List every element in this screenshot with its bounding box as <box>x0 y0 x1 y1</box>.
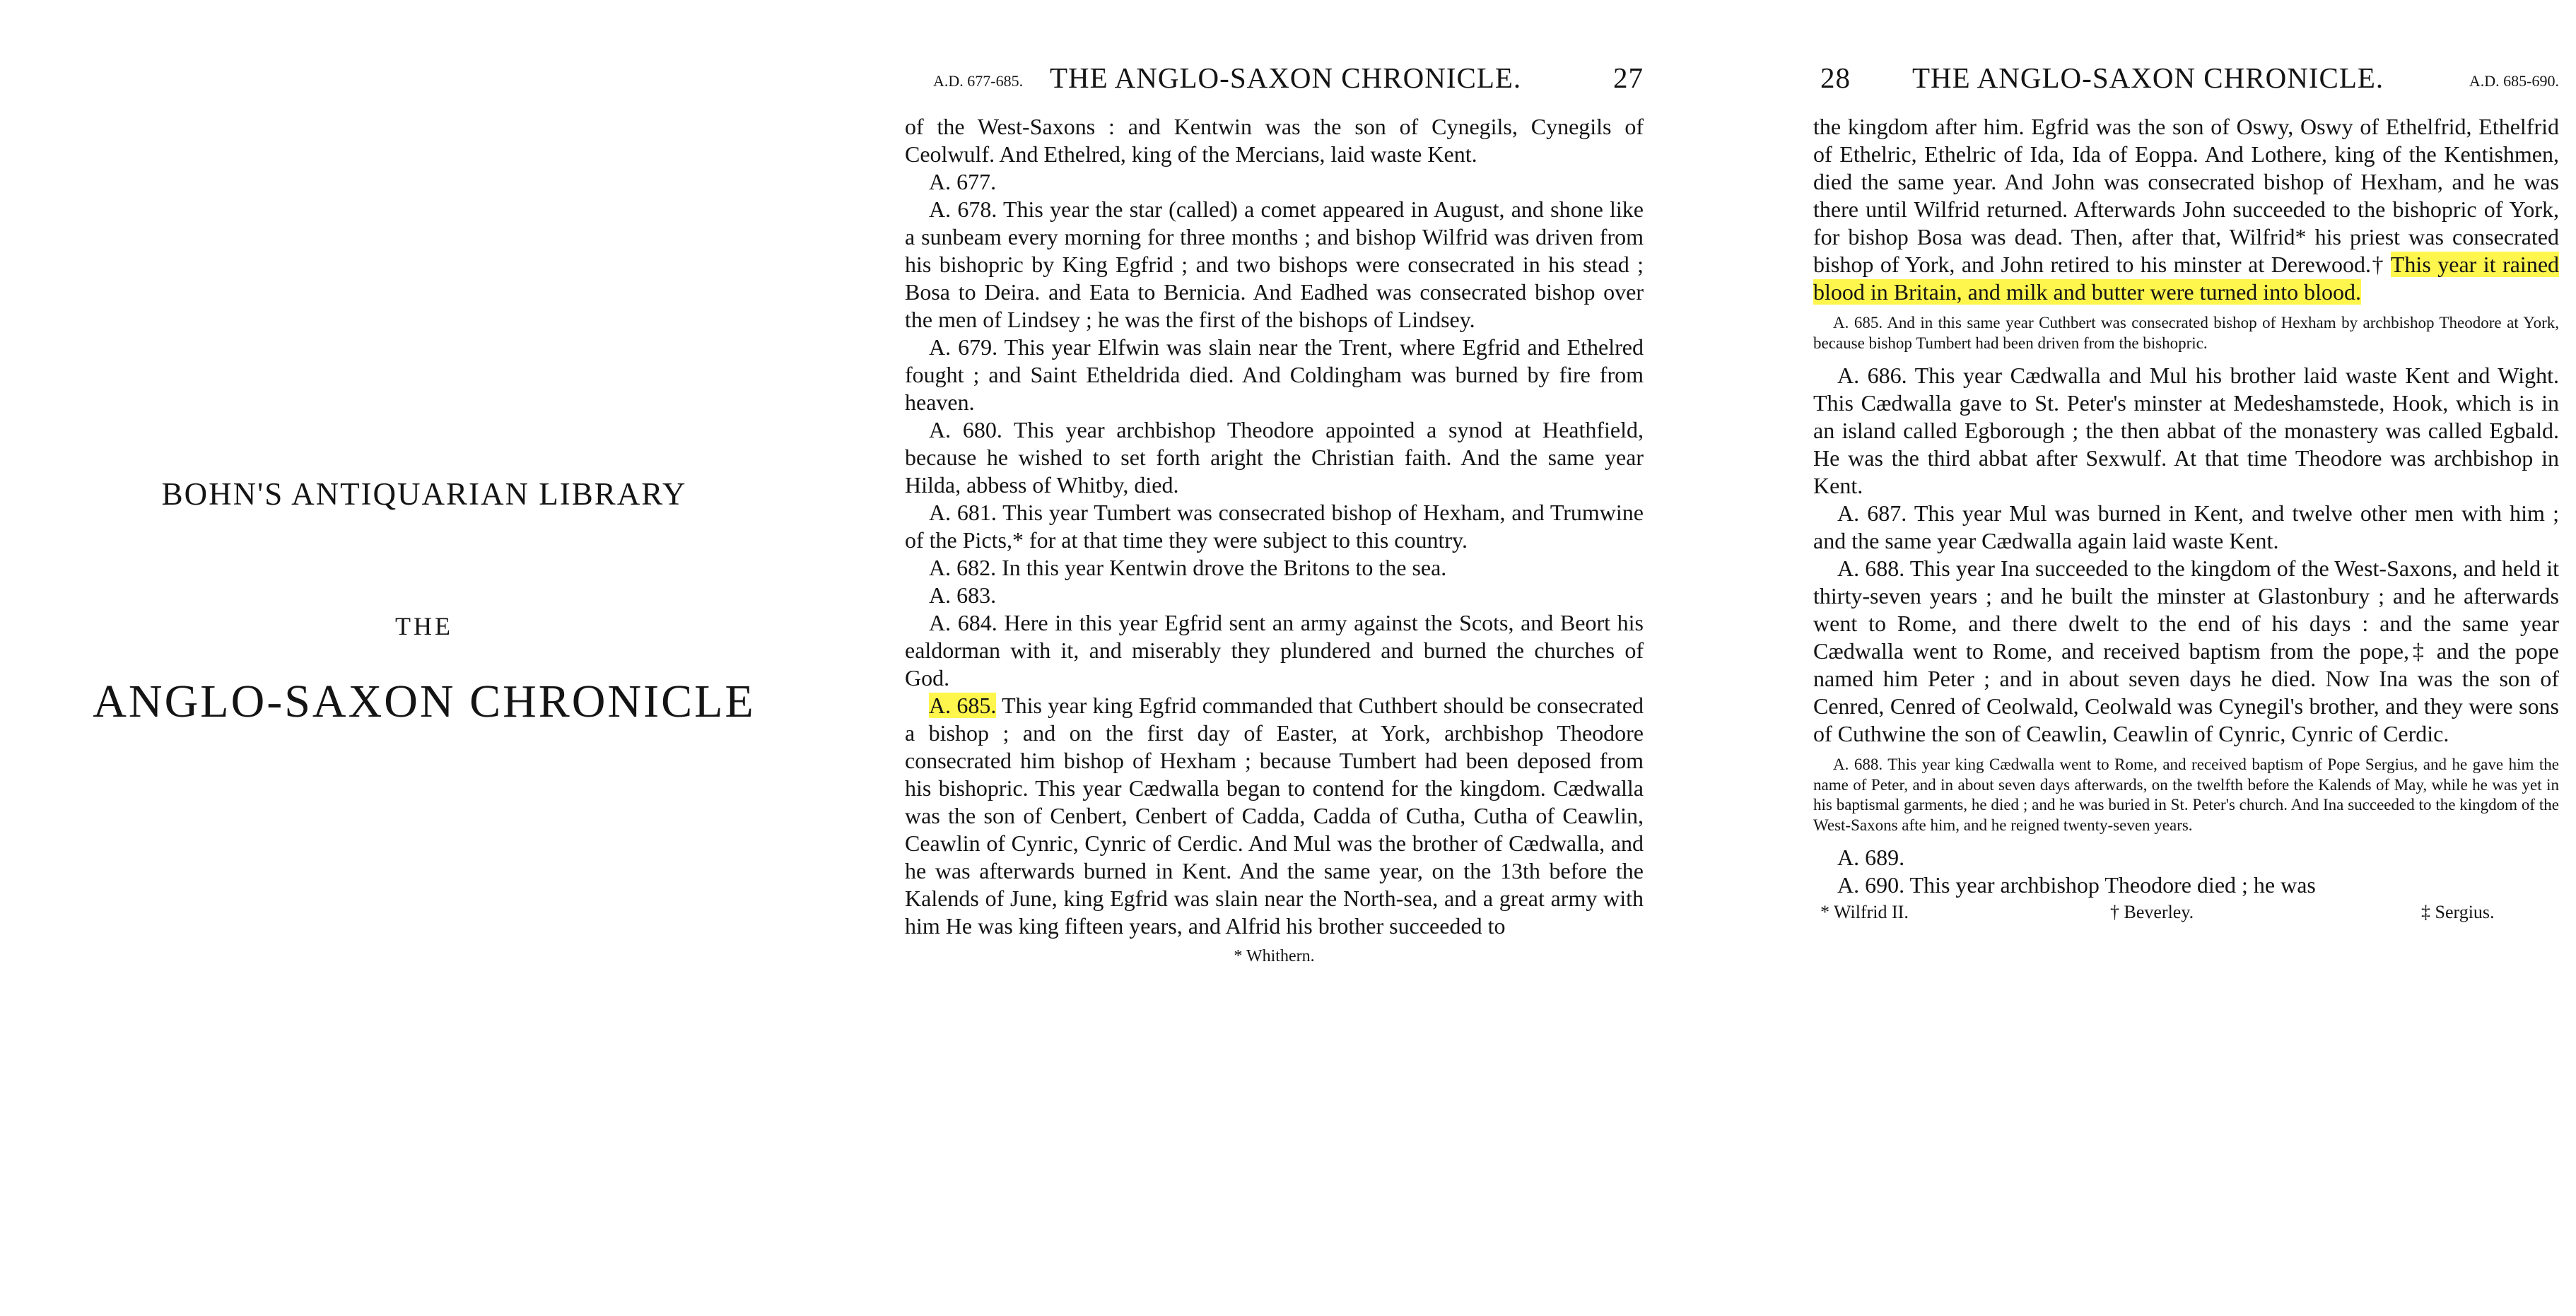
note-688: A. 688. This year king Cædwalla went to Rome, and received baptism of Pope Sergius, and he gave him the name of Peter, and in about seven days afterwards, on the twelfth before the Kalends of May, while he was yet in his baptismal garments, he died ; and he was buried in St. Peter's church. And Ina succeeded to the kingdom of the West-Saxons afte him, and he reigned twenty-seven years. <box>1813 756 2559 834</box>
running-title: THE ANGLO-SAXON CHRONICLE. <box>1050 61 1522 94</box>
entry-685-text: This year king Egfrid commanded that Cuthbert should be consecrated a bishop ; and on the first day of Easter, at York, archbishop Theodore consecrated him bishop of Hexham ; because Tumbert had been deposed from his bishopric. This year Cædwalla began to contend for the kingdom. Cædwalla was the son of Cenbert, Cenbert of Cadda, Cadda of Cutha, Cutha of Ceawlin, Ceawlin of Cynric, Cynric of Cerdic. And Mul was the brother of Cædwalla, and he was afterwards burned in Kent. And the same year, on the 13th before the Kalends of June, king Egfrid was slain near the North-sea, and a great army with him He was king fifteen years, and Alfrid his brother succeeded to <box>905 693 1644 939</box>
book-title: ANGLO-SAXON CHRONICLE <box>93 676 756 727</box>
highlighted-passage: This year it rained blood in Britain, and milk and butter were turned into blood. <box>1813 252 2560 305</box>
entry-690: A. 690. This year archbishop Theodore died ; he was <box>1837 872 2316 898</box>
entry-688: A. 688. This year Ina succeeded to the kingdom of the West-Saxons, and held it thirty-seven years ; and he built the minster at Glastonbury ; and he afterwards went to Rome, and there dwelt to the end of his days : and the same year Cædwalla went to Rome, and received baptism from the pope,‡ and the pope named him Peter ; and in about seven days he died. Now Ina was the son of Cenred, Cenred of Ceolwald, Ceolwald was Cynegil's brother, and they were sons of Cuthwine the son of Ceawlin, Ceawlin of Cynric, Cynric of Cerdic. <box>1813 556 2559 746</box>
entry-683: A. 683. <box>929 582 997 608</box>
entry-689: A. 689. <box>1837 845 1905 870</box>
header-date-range: A.D. 685-690. <box>2469 72 2559 90</box>
title-article: THE <box>395 612 453 640</box>
entry-682: A. 682. In this year Kentwin drove the Britons to the sea. <box>929 555 1447 580</box>
page-number: 27 <box>1613 61 1644 94</box>
footnote-2: † Beverley. <box>2110 902 2194 922</box>
title-page <box>0 0 848 1316</box>
footnote-1: * Wilfrid II. <box>1820 902 1909 922</box>
continuation-paragraph <box>1813 113 2559 306</box>
entry-677: A. 677. <box>929 169 997 194</box>
entry-681: A. 681. This year Tumbert was consecrated bishop of Hexham, and Trumwine of the Picts,* for at that time they were subject to this country. <box>905 500 1644 553</box>
footnote-3: ‡ Sergius. <box>2421 902 2495 922</box>
running-title: THE ANGLO-SAXON CHRONICLE. <box>1912 61 2384 94</box>
entry-685 <box>905 692 1644 940</box>
footnote: * Whithern. <box>1234 947 1315 965</box>
note-685: A. 685. And in this same year Cuthbert was consecrated bishop of Hexham by archbishop Theodore at York, because bishop Tumbert had been driven from the bishopric. <box>1813 314 2559 352</box>
entry-686: A. 686. This year Cædwalla and Mul his brother laid waste Kent and Wight. This Cædwalla gave to St. Peter's minster at Medeshamstede, Hook, which is in an island called Egborough ; the then abbat of the monastery was called Egbald. He was the third abbat after Sexwulf. At that time Theodore was archbishop in Kent. <box>1813 363 2559 498</box>
entry-680: A. 680. This year archbishop Theodore appointed a synod at Heathfield, because he wished to set forth aright the Christian faith. And the same year Hilda, abbess of Whitby, died. <box>905 417 1644 498</box>
page-header <box>1813 61 2559 96</box>
library-name: BOHN'S ANTIQUARIAN LIBRARY <box>161 476 687 512</box>
header-date-range: A.D. 677-685. <box>933 72 1024 90</box>
page-28 <box>1813 0 2559 1316</box>
continuation-text: the kingdom after him. Egfrid was the son of Oswy, Oswy of Ethelfrid, Ethelfrid of Ethelric, Ethelric of Ida, Ida of Eoppa. And Lothere, king of the Kentishmen, died the same year. And John was consecrated bishop of Hexham, and he was there until Wilfrid returned. Afterwards John succeeded to the bishopric of York, for bishop Bosa was dead. Then, after that, Wilfrid* his priest was consecrated bishop of York, and John retired to his minster at Derewood.† <box>1813 114 2559 277</box>
page-body <box>905 113 1644 966</box>
entry-684: A. 684. Here in this year Egfrid sent an army against the Scots, and Beort his ealdorman with it, and miserably they plundered and burned the churches of God. <box>905 610 1644 691</box>
footnotes <box>1813 902 2559 930</box>
continuation-paragraph: of the West-Saxons : and Kentwin was the son of Cynegils, Cynegils of Ceolwulf. And Ethelred, king of the Mercians, laid waste Kent. <box>905 114 1644 167</box>
page-number: 28 <box>1820 61 1851 94</box>
entry-687: A. 687. This year Mul was burned in Kent, and twelve other men with him ; and the same year Cædwalla again laid waste Kent. <box>1813 500 2559 553</box>
highlighted-entry-label: A. 685. <box>929 693 997 718</box>
page-body <box>1813 113 2559 930</box>
page-header <box>905 61 1644 96</box>
page-27 <box>905 0 1644 1316</box>
entry-679: A. 679. This year Elfwin was slain near the Trent, where Egfrid and Ethelred fought ; and Saint Etheldrida died. And Coldingham was burned by fire from heaven. <box>905 334 1644 415</box>
entry-678: A. 678. This year the star (called) a comet appeared in August, and shone like a sunbeam every morning for three months ; and bishop Wilfrid was driven from his bishopric by King Egfrid ; and two bishops were consecrated in his stead ; Bosa to Deira. and Eata to Bernicia. And Eadhed was consecrated bishop over the men of Lindsey ; he was the first of the bishops of Lindsey. <box>905 196 1644 332</box>
